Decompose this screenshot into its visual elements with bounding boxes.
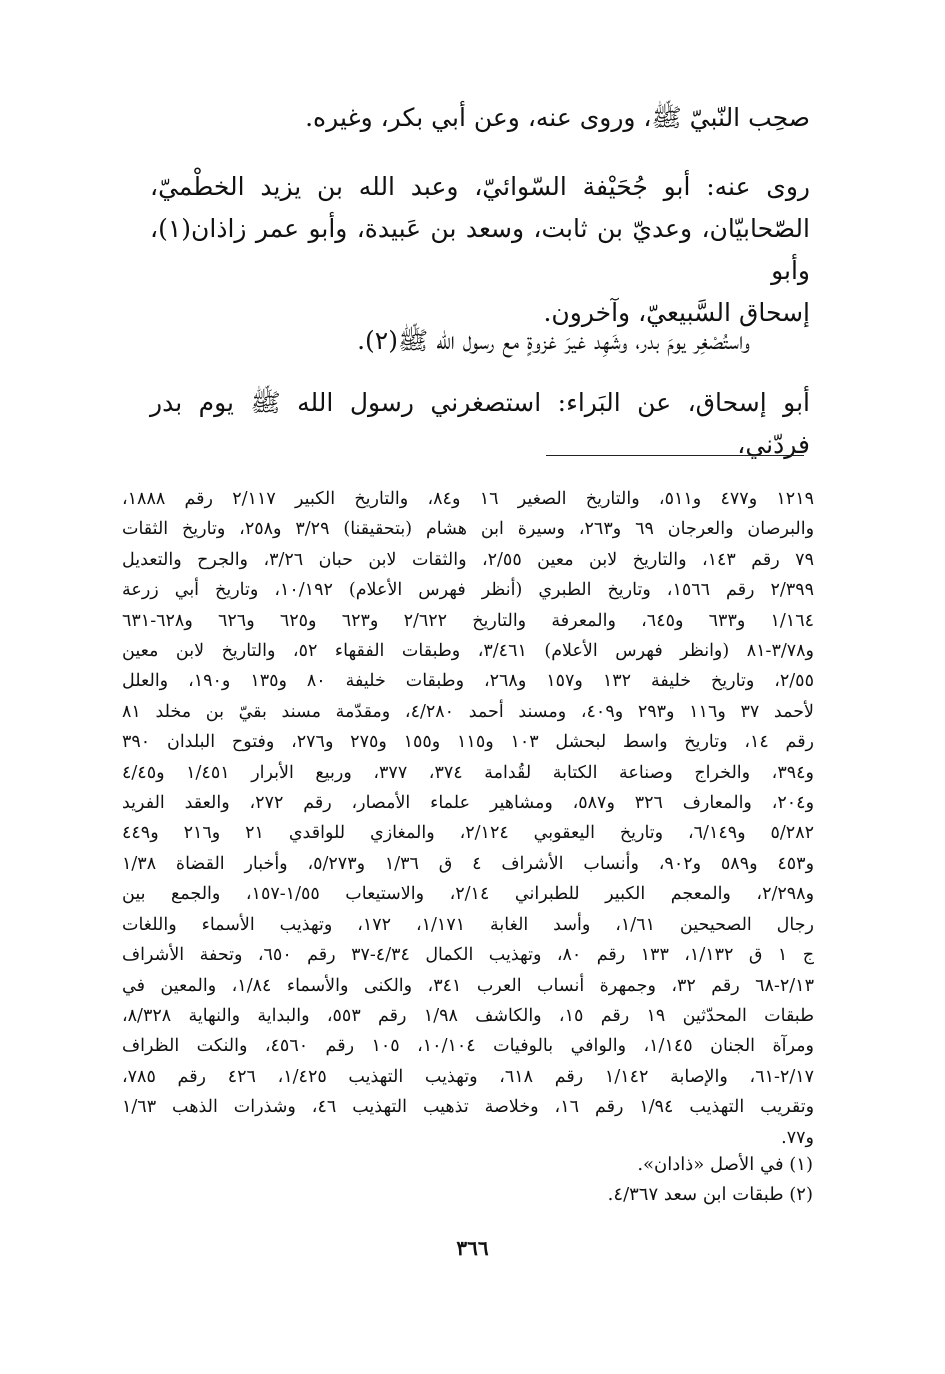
reference-line: و٤٥٣ و٥٨٩ و٩٠٢، وأنساب الأشراف ٤ ق ١/٣٦ و٥/٢٧٣، وأخبار القضاة ١/٣٨ [122,853,814,874]
page-number: ٣٦٦ [456,1236,489,1260]
footnote-separator [546,455,804,456]
text-line: صحِب النّبيّ ﷺ، وروى عنه، وعن أبي بكر، وغيره. [305,103,810,132]
main-paragraph-2 [150,166,810,334]
reference-line: ج ١ ق ١/١٣٢، ١٣٣ رقم ٨٠، وتهذيب الكمال ٤/٣٤-٣٧ رقم ٦٥٠، وتحفة الأشراف [122,945,814,966]
reference-line: ١٢١٩ و٤٧٧ و٥١١، والتاريخ الصغير ١٦ و٨٤، والتاريخ الكبير ٢/١١٧ رقم ١٨٨٨، [122,489,814,509]
main-paragraph-3 [150,320,810,362]
reference-line: رقم ١٤، وتاريخ واسط لبحشل ١٠٣ و١١٥ و١٥٥ و٢٧٥ و٢٧٦، وفتوح البلدان ٣٩٠ [122,732,814,753]
reference-line: ومرآة الجنان ١/١٤٥، والوافي بالوفيات ١٠/١٠٤، ١٠٥ رقم ٤٥٦٠، والنكت الظراف [122,1036,814,1057]
reference-line: و٣/٧٨-٨١ (وانظر فهرس الأعلام) ٣/٤٦١، وطبقات الفقهاء ٥٢، والتاريخ لابن معين [122,641,814,662]
reference-line: والبرصان والعرجان ٦٩ و٢٦٣، وسيرة ابن هشام (بتحقيقنا) ٣/٢٩ و٢٥٨، وتاريخ الثقات [122,519,814,540]
text-line: الصّحابيّان، وعديّ بن ثابت، وسعد بن عَبيدة، وأبو عمر زاذان(١)، وأبو [150,214,810,285]
reference-line: ٢/١٧-٦١، والإصابة ١/١٤٢ رقم ٦١٨، وتهذيب التهذيب ١/٤٢٥، ٤٢٦ رقم ٧٨٥، [122,1066,814,1087]
reference-line: رجال الصحيحين ١/٦١، وأسد الغابة ١/١٧١، ١٧٢، وتهذيب الأسماء واللغات [122,914,814,935]
reference-line: ٢/١٣-٦٨ رقم ٣٢، وجمهرة أنساب العرب ٣٤١، والكنى والأسماء ١/٨٤، والمعين في [122,975,814,996]
main-paragraph-4 [150,382,810,466]
reference-line: و٢/٢٩٨، والمعجم الكبير للطبراني ٢/١٤، والاستيعاب ١/٥٥-١٥٧، والجمع بين [122,884,814,905]
footnote-2: (٢) طبقات ابن سعد ٤/٣٦٧. [607,1184,813,1205]
text-line: روى عنه: أبو جُحَيْفة السّوائيّ، وعبد الله بن يزيد الخطْميّ، [150,172,810,201]
reference-line: وتقريب التهذيب ١/٩٤ رقم ١٦، وخلاصة تذهيب التهذيب ٤٦، وشذرات الذهب ١/٦٣ [122,1097,814,1118]
text-line: واستُصْغِر يومَ بدر، وشَهِد غيرَ غزوةٍ مع رسول الله ﷺ(٢). [357,326,750,355]
reference-line: و٣٩٤، والخراج وصناعة الكتابة لقُدامة ٣٧٤، ٣٧٧، وربيع الأبرار ١/٤٥١ و٤/٤٥ [122,762,814,783]
reference-line: و٢٠٤، والمعارف ٣٢٦ و٥٨٧، ومشاهير علماء الأمصار، رقم ٢٧٢، والعقد الفريد [122,793,814,814]
main-paragraph-1 [150,97,810,139]
text-line: إسحاق السَّبيعيّ، وآخرون. [543,298,810,327]
reference-line: ٢/٣٩٩ رقم ١٥٦٦، وتاريخ الطبري (أنظر فهرس الأعلام) ١٠/١٩٢، وتاريخ أبي زرعة [122,580,814,601]
reference-line: ١/١٦٤ و٦٣٣ و٦٤٥، والمعرفة والتاريخ ٢/٦٢٢ و٦٢٣ و٦٢٥ و٦٢٦ و٦٢٨-٦٣١ [122,610,814,631]
reference-line: طبقات المحدّثين ١٩ رقم ١٥، والكاشف ١/٩٨ رقم ٥٥٣، والبداية والنهاية ٨/٣٢٨، [122,1005,814,1026]
reference-line: ٢/٥٥، وتاريخ خليفة ١٣٢ و١٥٧ و٢٦٨، وطبقات خليفة ٨٠ و١٣٥ و١٩٠، والعلل [122,671,814,692]
footnote-1: (١) في الأصل «ذادان». [637,1154,813,1175]
text-line: أبو إسحاق، عن البَراء: استصغرني رسول الله ﷺ يوم بدر فردّني، [150,388,810,459]
reference-line: ٥/٢٨٢ و٦/١٤٩، وتاريخ اليعقوبي ٢/١٢٤، والمغازي للواقدي ٢١ و٢١٦ و٤٤٩ [122,823,814,844]
references-block [122,484,814,1153]
reference-line: ٧٩ رقم ١٤٣، والتاريخ لابن معين ٢/٥٥، والثقات لابن حبان ٣/٢٦، والجرح والتعديل [122,549,814,570]
reference-line: لأحمد ٣٧ و١١٦ و٢٩٣ و٤٠٩، ومسند أحمد ٤/٢٨٠، ومقدّمة مسند بقيّ بن مخلد ٨١ [122,701,814,722]
reference-line: و٧٧. [781,1127,814,1148]
